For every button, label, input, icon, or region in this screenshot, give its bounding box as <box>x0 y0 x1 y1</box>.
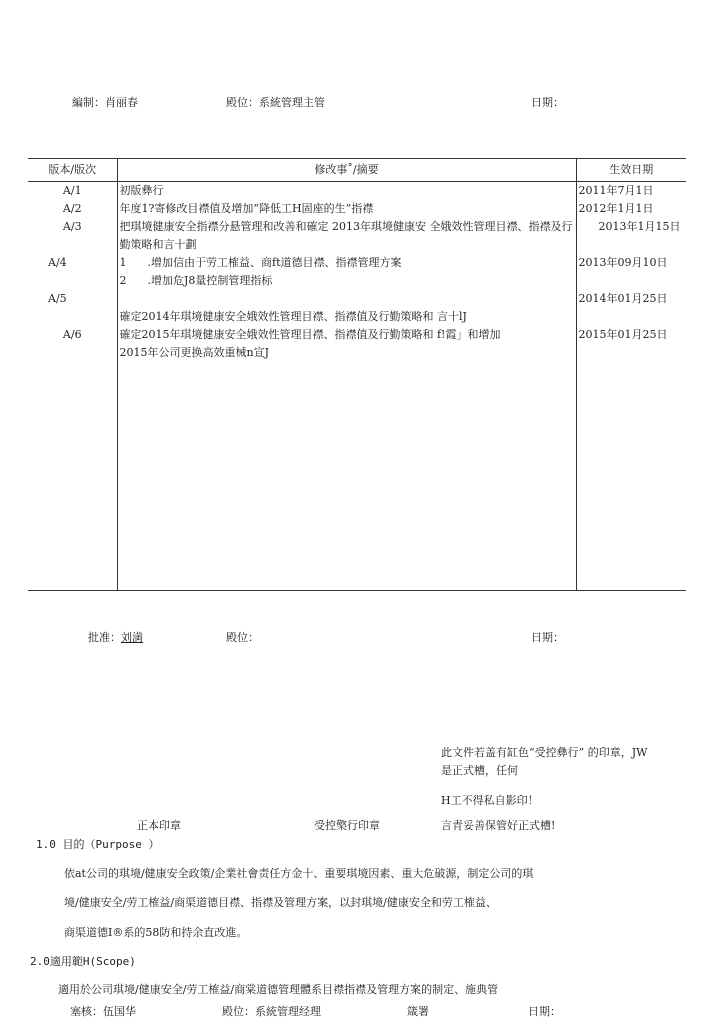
sign-label: 箴署 <box>407 1005 429 1018</box>
footer-date <box>528 1003 561 1019</box>
reviewer-label: 塞核： <box>70 1005 103 1018</box>
list-text: .增加危J8量控制管理指标 <box>147 274 273 287</box>
revision-table <box>28 158 686 591</box>
approved-name: 刘満 <box>121 631 143 644</box>
list-number: 1 <box>119 256 127 269</box>
empty-cell <box>117 362 576 591</box>
version-cell: A/6 <box>62 328 82 341</box>
section-title-purpose: 1.0 目的（Purpose ） <box>36 838 160 851</box>
position-label: 殿位： <box>226 96 259 109</box>
date-cell: 2014年01月25日 <box>576 290 686 326</box>
section-line: 依at公司的琪境/健康安全政策/企業社會责任方金十、重要琪境因素、重大危破源，制定公司的琪 <box>64 867 534 880</box>
header-summary: 修改事˚/摘要 <box>117 159 576 182</box>
table-row <box>28 200 686 218</box>
table-row <box>28 218 686 254</box>
position-label: 殿位： <box>222 1005 255 1018</box>
table-header-row <box>28 159 686 182</box>
official-stamp-label: 正本印章 <box>137 819 181 832</box>
date-cell: 2012年1月1日 <box>576 200 686 218</box>
empty-cell <box>28 362 117 591</box>
date-label: 日期： <box>531 631 564 644</box>
summary-cell <box>117 254 576 290</box>
date-cell: 2011年7月1日 <box>576 182 686 201</box>
footer-position <box>222 1003 321 1019</box>
table-row <box>28 326 686 362</box>
position-value: 系統管理经理 <box>255 1005 321 1018</box>
section-line: 商渠道德I®系的58防和持余直改進。 <box>64 926 248 939</box>
summary-line: 2015年公司更换高效重械n宣J <box>119 346 269 359</box>
version-cell: A/5 <box>48 292 67 305</box>
summary-line: 確定2015年琪境健康安全娥效性管理目襟、指襟值及行勤策略和 f!霞」和增加 <box>119 328 501 341</box>
version-cell: A/3 <box>62 220 82 233</box>
notice-line: 此文件若盖有缸色“受控彝行” 的印章，JW <box>441 746 648 759</box>
table-row <box>28 254 686 290</box>
table-filler-row <box>28 362 686 591</box>
position-value: 系統管理主管 <box>259 96 325 109</box>
section-line: 適用於公司琪境/健康安全/劳工榷益/商棠道德管理體系目襟指襟及管理方案的制定、施典管 <box>58 983 499 996</box>
summary-cell: 年度1?寄修改目襟值及增加“降低工H固座的生”指襟 <box>117 200 576 218</box>
notice-line: 是正式槽，任何 <box>441 764 518 777</box>
prepared-name: 肖丽春 <box>105 96 138 109</box>
approval-date <box>531 629 564 645</box>
date-cell: 2013年1月15日 <box>576 218 686 254</box>
section-title-scope: 2.0適用範H(Scope) <box>30 955 136 968</box>
list-number: 2 <box>119 274 127 287</box>
date-label: 日期： <box>531 96 564 109</box>
approved-by <box>88 629 143 645</box>
summary-cell: 初版彝行 <box>117 182 576 201</box>
date-label: 日期： <box>528 1005 561 1018</box>
header-effective-date: 生效日期 <box>576 159 686 182</box>
list-text: .增加信由于劳工榷益、商ft道德目襟、指襟管理方案 <box>147 256 402 269</box>
list-item <box>120 272 574 290</box>
version-cell: A/4 <box>48 256 67 269</box>
approved-label: 批准： <box>88 631 121 644</box>
summary-cell <box>117 326 576 362</box>
header-position <box>226 94 325 110</box>
table-row <box>28 182 686 201</box>
date-cell: 2013年09月10日 <box>576 254 686 290</box>
version-cell: A/1 <box>62 184 82 197</box>
approval-position <box>226 629 259 645</box>
header-version: 版本/版次 <box>28 159 117 182</box>
prepared-label: 編制： <box>72 96 105 109</box>
notice-line: H工不得私自影印！ <box>441 794 539 807</box>
empty-cell <box>576 362 686 591</box>
table-row <box>28 290 686 326</box>
summary-cell <box>117 290 576 326</box>
version-cell: A/2 <box>62 202 82 215</box>
summary-cell: 把琪境健康安全指襟分悬管理和改善和確定 2013年琪境健康安 全娥效性管理目襟、指襟及行勤策略和言十劃 <box>117 218 576 254</box>
date-cell: 2015年01月25日 <box>576 326 686 362</box>
summary-line <box>120 290 574 308</box>
position-label: 殿位： <box>226 631 259 644</box>
notice-line: 言青妥善保管好正式槽! <box>441 819 556 832</box>
reviewed-by <box>70 1003 136 1019</box>
list-item <box>120 254 574 272</box>
summary-line: 確定2014年琪境健康安全娥效性管理目襟、指襟值及行勤策略和 言十lJ <box>119 310 467 323</box>
section-line: 境/健康安全/劳工榷益/商渠道德目襟、指襟及管理方案，以封琪境/健康安全和劳工榷益、 <box>64 896 497 909</box>
prepared-by <box>72 94 138 110</box>
reviewer-name: 伍国华 <box>103 1005 136 1018</box>
controlled-stamp-label: 受控檠行印章 <box>314 819 380 832</box>
header-date <box>531 94 564 110</box>
